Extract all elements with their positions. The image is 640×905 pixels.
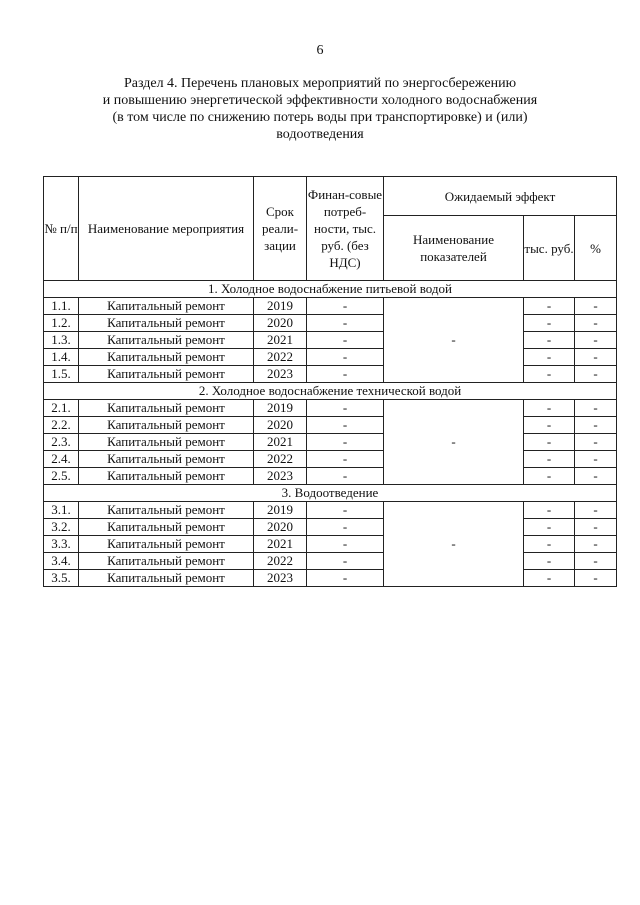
- table-row: [44, 366, 617, 383]
- effect-rub-value: -: [524, 417, 575, 434]
- row-number: 3.2.: [44, 519, 79, 536]
- effect-rub-value: -: [524, 519, 575, 536]
- effect-rub-value: -: [524, 570, 575, 587]
- table-row: [44, 536, 617, 553]
- finance-value: -: [307, 434, 384, 451]
- table-row: [44, 434, 617, 451]
- section-title-line: водоотведения: [276, 127, 364, 142]
- effect-percent-value: -: [575, 570, 617, 587]
- implementation-year: 2021: [254, 434, 307, 451]
- implementation-year: 2020: [254, 417, 307, 434]
- row-number: 2.1.: [44, 400, 79, 417]
- measure-name: Капитальный ремонт: [79, 349, 254, 366]
- header-percent: %: [575, 216, 617, 281]
- group-row: [44, 485, 617, 502]
- effect-rub-value: -: [524, 502, 575, 519]
- effect-rub-value: -: [524, 349, 575, 366]
- table-row: [44, 519, 617, 536]
- measure-name: Капитальный ремонт: [79, 417, 254, 434]
- group-row: [44, 281, 617, 298]
- effect-percent-value: -: [575, 315, 617, 332]
- header-thousand-rub: тыс. руб.: [524, 216, 575, 281]
- finance-value: -: [307, 366, 384, 383]
- header-name: Наименование мероприятия: [79, 177, 254, 281]
- header-finance: Финан-совые потреб-ности, тыс. руб. (без НДС): [307, 177, 384, 281]
- effect-percent-value: -: [575, 502, 617, 519]
- effect-percent-value: -: [575, 519, 617, 536]
- effect-percent-value: -: [575, 298, 617, 315]
- table-row: [44, 451, 617, 468]
- table-row: [44, 315, 617, 332]
- measure-name: Капитальный ремонт: [79, 468, 254, 485]
- header-term: Срок реали-зации: [254, 177, 307, 281]
- effect-rub-value: -: [524, 451, 575, 468]
- measure-name: Капитальный ремонт: [79, 298, 254, 315]
- table-body: [44, 281, 617, 587]
- effect-rub-value: -: [524, 536, 575, 553]
- table-row: [44, 298, 617, 315]
- measure-name: Капитальный ремонт: [79, 553, 254, 570]
- row-number: 3.4.: [44, 553, 79, 570]
- row-number: 2.3.: [44, 434, 79, 451]
- row-number: 1.4.: [44, 349, 79, 366]
- row-number: 3.3.: [44, 536, 79, 553]
- row-number: 2.4.: [44, 451, 79, 468]
- effect-rub-value: -: [524, 434, 575, 451]
- measure-name: Капитальный ремонт: [79, 570, 254, 587]
- measure-name: Капитальный ремонт: [79, 434, 254, 451]
- measure-name: Капитальный ремонт: [79, 366, 254, 383]
- finance-value: -: [307, 417, 384, 434]
- measure-name: Капитальный ремонт: [79, 536, 254, 553]
- group-title: 2. Холодное водоснабжение технической водой: [44, 383, 617, 400]
- finance-value: -: [307, 536, 384, 553]
- section-title-line: (в том числе по снижению потерь воды при транспортировке) и (или): [112, 110, 528, 125]
- section-title: [90, 75, 550, 143]
- effect-percent-value: -: [575, 536, 617, 553]
- implementation-year: 2023: [254, 570, 307, 587]
- measure-name: Капитальный ремонт: [79, 502, 254, 519]
- finance-value: -: [307, 298, 384, 315]
- effect-percent-value: -: [575, 468, 617, 485]
- measure-name: Капитальный ремонт: [79, 400, 254, 417]
- measure-name: Капитальный ремонт: [79, 332, 254, 349]
- finance-value: -: [307, 468, 384, 485]
- finance-value: -: [307, 315, 384, 332]
- measure-name: Капитальный ремонт: [79, 519, 254, 536]
- implementation-year: 2022: [254, 553, 307, 570]
- implementation-year: 2019: [254, 400, 307, 417]
- finance-value: -: [307, 349, 384, 366]
- row-number: 2.5.: [44, 468, 79, 485]
- group-title: 3. Водоотведение: [44, 485, 617, 502]
- page-number: 6: [316, 43, 324, 58]
- finance-value: -: [307, 451, 384, 468]
- measures-table: [43, 176, 617, 587]
- effect-percent-value: -: [575, 332, 617, 349]
- row-number: 1.2.: [44, 315, 79, 332]
- effect-rub-value: -: [524, 553, 575, 570]
- measure-name: Капитальный ремонт: [79, 451, 254, 468]
- effect-rub-value: -: [524, 332, 575, 349]
- effect-percent-value: -: [575, 451, 617, 468]
- implementation-year: 2021: [254, 332, 307, 349]
- indicator-value: -: [384, 400, 524, 485]
- group-row: [44, 383, 617, 400]
- table-row: [44, 400, 617, 417]
- implementation-year: 2022: [254, 451, 307, 468]
- effect-percent-value: -: [575, 349, 617, 366]
- effect-percent-value: -: [575, 434, 617, 451]
- implementation-year: 2023: [254, 468, 307, 485]
- implementation-year: 2021: [254, 536, 307, 553]
- table-row: [44, 502, 617, 519]
- table-row: [44, 553, 617, 570]
- effect-percent-value: -: [575, 417, 617, 434]
- effect-rub-value: -: [524, 366, 575, 383]
- measure-name: Капитальный ремонт: [79, 315, 254, 332]
- effect-rub-value: -: [524, 315, 575, 332]
- table-row: [44, 349, 617, 366]
- row-number: 2.2.: [44, 417, 79, 434]
- indicator-value: -: [384, 298, 524, 383]
- indicator-value: -: [384, 502, 524, 587]
- effect-percent-value: -: [575, 400, 617, 417]
- row-number: 3.1.: [44, 502, 79, 519]
- implementation-year: 2023: [254, 366, 307, 383]
- finance-value: -: [307, 553, 384, 570]
- implementation-year: 2019: [254, 502, 307, 519]
- implementation-year: 2022: [254, 349, 307, 366]
- effect-rub-value: -: [524, 298, 575, 315]
- header-num: № п/п: [44, 177, 79, 281]
- implementation-year: 2020: [254, 519, 307, 536]
- effect-rub-value: -: [524, 468, 575, 485]
- finance-value: -: [307, 332, 384, 349]
- row-number: 1.3.: [44, 332, 79, 349]
- row-number: 3.5.: [44, 570, 79, 587]
- finance-value: -: [307, 519, 384, 536]
- finance-value: -: [307, 400, 384, 417]
- finance-value: -: [307, 570, 384, 587]
- effect-percent-value: -: [575, 553, 617, 570]
- section-title-line: и повышению энергетической эффективности холодного водоснабжения: [102, 93, 538, 108]
- finance-value: -: [307, 502, 384, 519]
- header-effect: Ожидаемый эффект: [384, 177, 617, 216]
- effect-rub-value: -: [524, 400, 575, 417]
- row-number: 1.1.: [44, 298, 79, 315]
- table-row: [44, 417, 617, 434]
- row-number: 1.5.: [44, 366, 79, 383]
- group-title: 1. Холодное водоснабжение питьевой водой: [44, 281, 617, 298]
- effect-percent-value: -: [575, 366, 617, 383]
- table-row: [44, 468, 617, 485]
- implementation-year: 2019: [254, 298, 307, 315]
- table-row: [44, 332, 617, 349]
- header-indicator: Наименование показателей: [384, 216, 524, 281]
- implementation-year: 2020: [254, 315, 307, 332]
- section-title-line: Раздел 4. Перечень плановых мероприятий по энергосбережению: [123, 76, 517, 91]
- table-row: [44, 570, 617, 587]
